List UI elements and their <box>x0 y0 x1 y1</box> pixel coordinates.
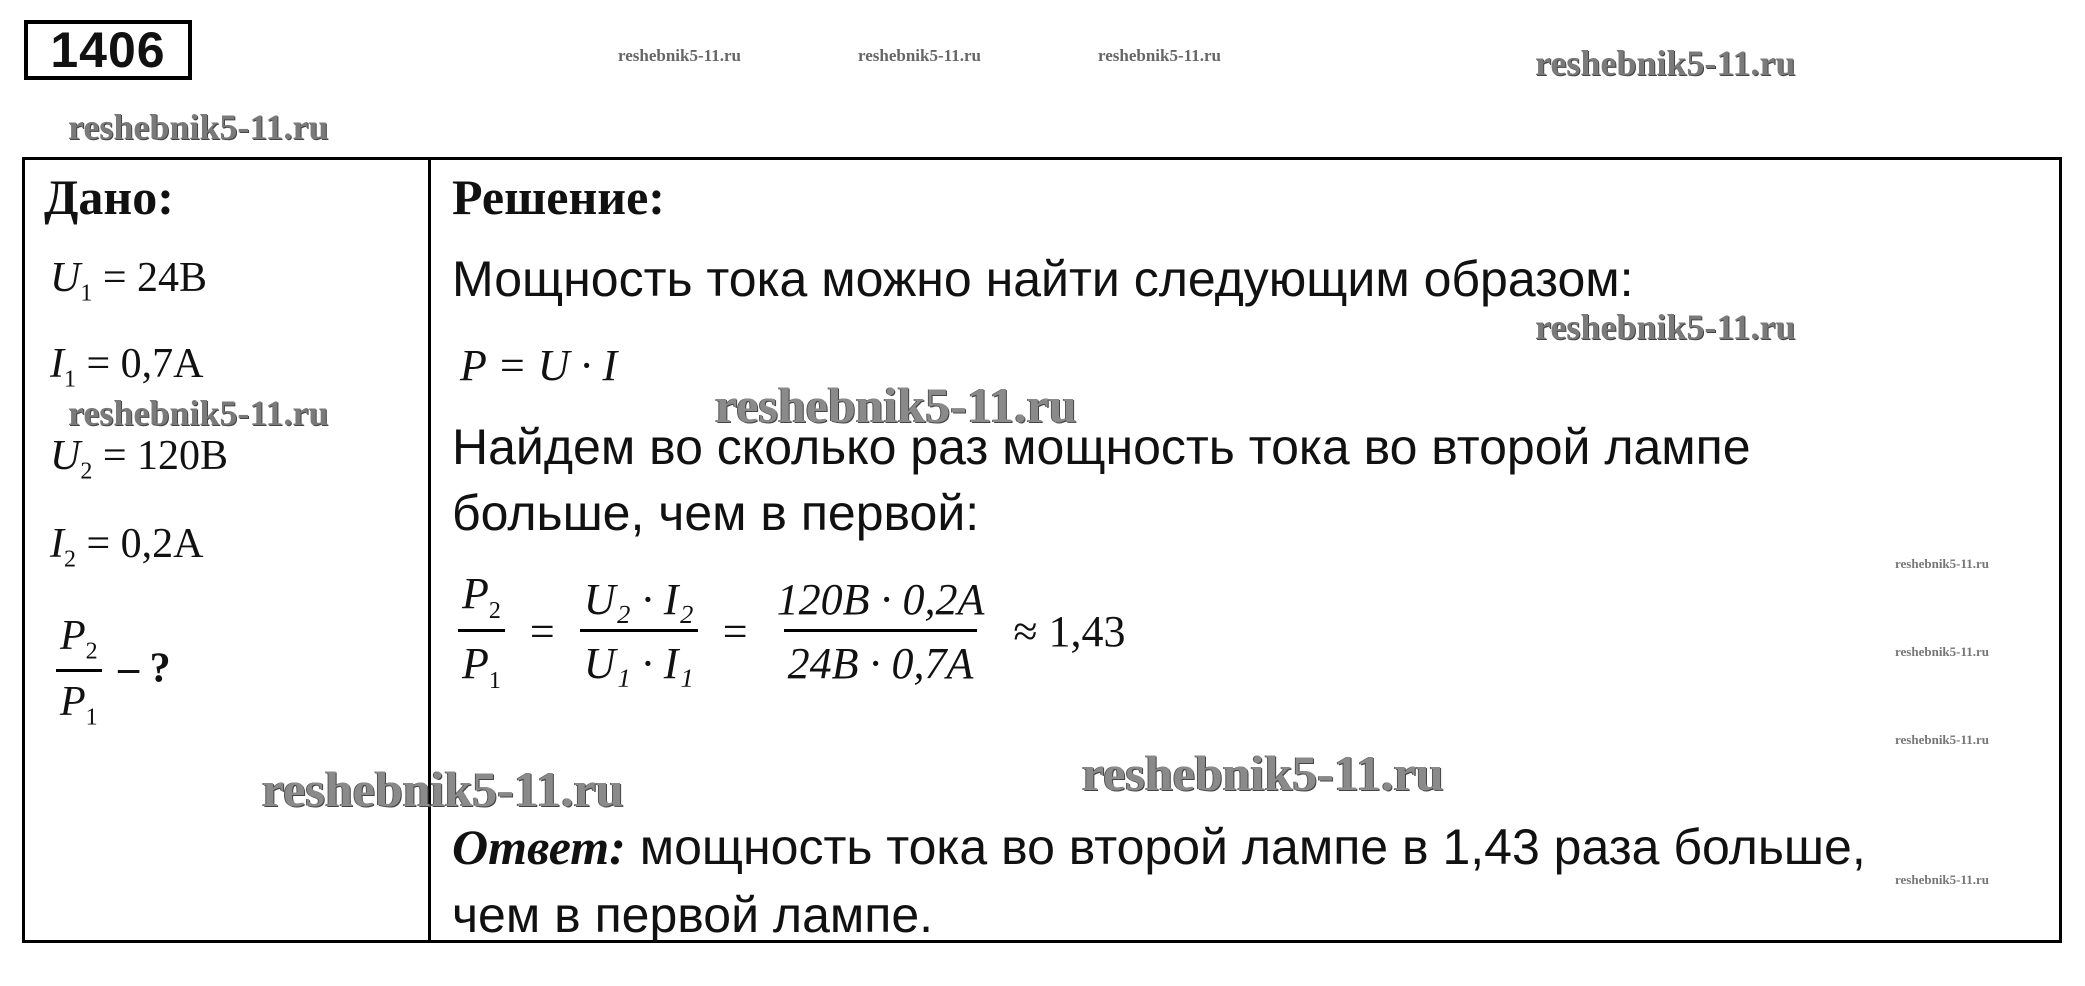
given-find: $\frac{P_2}{P_1}$ – ? <box>50 612 171 732</box>
watermark: reshebnik5-11.ru <box>1535 307 1796 347</box>
watermark: reshebnik5-11.ru <box>1895 644 1990 659</box>
watermark: reshebnik5-11.ru <box>858 46 981 65</box>
solution-line-3: больше, чем в первой: <box>452 485 980 541</box>
solution-line-1: Мощность тока можно найти следующим образом: <box>452 251 1634 307</box>
column-divider <box>428 157 431 943</box>
watermark: reshebnik5-11.ru <box>1895 556 1990 571</box>
watermark: reshebnik5-11.ru <box>715 377 1077 433</box>
given-u2: $U_2 = 120B$ <box>50 433 229 485</box>
watermark: reshebnik5-11.ru <box>262 761 624 817</box>
watermark: reshebnik5-11.ru <box>68 107 329 147</box>
watermark: reshebnik5-11.ru <box>1895 872 1990 887</box>
ratio-formula: $\frac{P_2}{P_1}$ = $\frac{\text{U₂ · I₂}}{\text{U₁ · I₁}}$ = $\frac{120B \cdot 0,2A}{24B \cdot 0,7A}$ ≈ 1,43 <box>452 568 1134 695</box>
solution-line-2: Найдем во сколько раз мощность тока во второй лампе <box>452 419 1751 475</box>
given-heading: Дано: <box>44 169 174 225</box>
watermark: reshebnik5-11.ru <box>68 393 329 433</box>
watermark: reshebnik5-11.ru <box>1895 732 1990 747</box>
given-i1: $I_1 = 0,7A$ <box>50 341 204 393</box>
answer-line-2: чем в первой лампе. <box>452 887 934 943</box>
watermark: reshebnik5-11.ru <box>1098 46 1221 65</box>
solution-heading: Решение: <box>452 169 665 225</box>
watermark: reshebnik5-11.ru <box>1082 745 1444 801</box>
watermark: reshebnik5-11.ru <box>618 46 741 65</box>
watermark: reshebnik5-11.ru <box>1535 43 1796 83</box>
given-u1: $U_1 = 24B$ <box>50 255 208 307</box>
answer-line-1: Ответ: мощность тока во второй лампе в 1,43 раза больше, <box>452 819 1866 875</box>
given-i2: $I_2 = 0,2A$ <box>50 521 204 573</box>
problem-number: 1406 <box>24 20 192 80</box>
formula-power: P = U · I <box>460 341 618 390</box>
